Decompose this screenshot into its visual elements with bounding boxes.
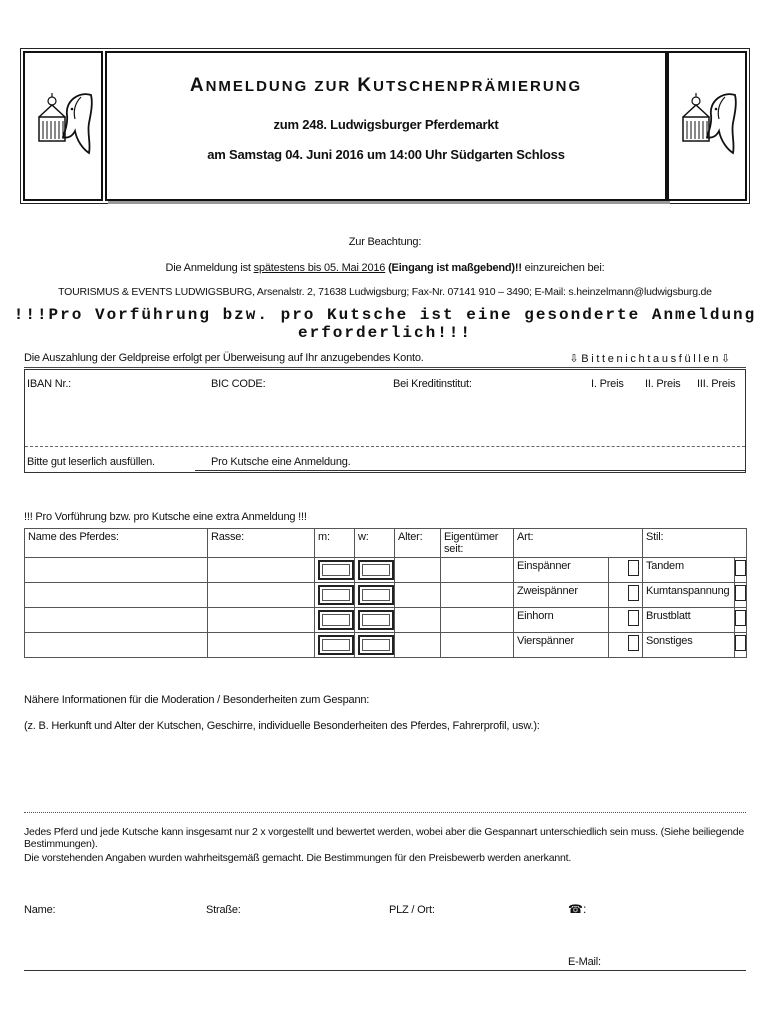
street-label: Straße: (206, 904, 241, 916)
horse-age-input[interactable] (395, 608, 441, 633)
horse-table-header (25, 529, 747, 558)
type-label: Einspänner (514, 558, 609, 583)
col-w: w: (355, 529, 395, 558)
telephone-icon: ☎ (568, 902, 583, 916)
horse-breed-input[interactable] (208, 558, 315, 583)
horse-breed-input[interactable] (208, 608, 315, 633)
institute-label: Bei Kreditinstitut: (393, 378, 472, 390)
legible-note: Bitte gut leserlich ausfüllen. (27, 456, 155, 468)
title-initial-a: A (189, 75, 206, 96)
table-row (25, 608, 747, 633)
table-row (25, 633, 747, 658)
footer-rule (24, 970, 746, 971)
header-logo-left (23, 51, 103, 201)
prize-1-label: I. Preis (591, 378, 624, 390)
col-age: Alter: (395, 529, 441, 558)
col-breed: Rasse: (208, 529, 315, 558)
rule-acceptance: Die vorstehenden Angaben wurden wahrheitsgemäß gemacht. Die Bestimmungen für den Preisbewerb werden anerkannt. (24, 852, 572, 864)
name-label: Name: (24, 904, 56, 916)
type-label: Einhorn (514, 608, 609, 633)
horse-table (24, 528, 747, 658)
notice-address: TOURISMUS & EVENTS LUDWIGSBURG, Arsenalstr. 2, 71638 Ludwigsburg; Fax-Nr. 07141 910 – 3490; E-Mail: s.heinzelmann@ludwigsburg.de (58, 286, 712, 298)
type-checkbox[interactable] (628, 610, 639, 626)
rule-two-presentations: Jedes Pferd und jede Kutsche kann insgesamt nur 2 x vorgestellt und bewertet werden, wobei aber die Gespannart unterschiedlich sein muss. (Siehe beiliegende Bestimmungen). (24, 826, 744, 850)
type-label: Zweispänner (514, 583, 609, 608)
style-checkbox[interactable] (735, 610, 746, 626)
owner-since-input[interactable] (441, 583, 514, 608)
deadline-pre: Die Anmeldung ist (165, 262, 254, 274)
prize-2-label: II. Preis (645, 378, 681, 390)
contact-input-area[interactable] (24, 920, 746, 964)
horse-breed-input[interactable] (208, 633, 315, 658)
deadline-note: (Eingang ist maßgebend)!! (388, 262, 522, 274)
female-checkbox[interactable] (358, 635, 394, 655)
form-title (107, 75, 665, 97)
city-label: PLZ / Ort: (389, 904, 435, 916)
do-not-fill-note: ⇩ B i t t e n i c h t a u s f ü l l e n ⇩ (569, 353, 730, 365)
per-carriage-note: Pro Kutsche eine Anmeldung. (211, 456, 351, 468)
header-logo-right (667, 51, 747, 201)
style-label: Sonstiges (643, 633, 735, 658)
notice-heading: Zur Beachtung: (348, 236, 422, 248)
col-owner: Eigentümer seit: (441, 529, 514, 558)
bank-input-area[interactable] (25, 396, 585, 444)
deadline-post: einzureichen bei: (521, 262, 605, 274)
moderation-dotted-line (24, 812, 746, 813)
castle-horse-logo-icon (679, 87, 739, 157)
female-checkbox[interactable] (358, 610, 394, 630)
owner-since-input[interactable] (441, 558, 514, 583)
type-checkbox[interactable] (628, 585, 639, 601)
style-checkbox[interactable] (735, 635, 746, 651)
type-checkbox[interactable] (628, 560, 639, 576)
notice-deadline (0, 262, 770, 274)
phone-field (568, 902, 586, 916)
title-part-a: NMELDUNG ZUR (205, 78, 358, 95)
male-checkbox[interactable] (318, 610, 354, 630)
header-title-box (105, 51, 667, 201)
phone-label: : (582, 902, 587, 916)
iban-label: IBAN Nr.: (27, 378, 72, 390)
bank-bottom-rule (195, 470, 745, 471)
email-label: E-Mail: (568, 956, 601, 968)
col-m: m: (315, 529, 355, 558)
table-row (25, 583, 747, 608)
payout-underline (24, 367, 746, 368)
style-checkbox[interactable] (735, 560, 746, 576)
female-checkbox[interactable] (358, 560, 394, 580)
col-name: Name des Pferdes: (25, 529, 208, 558)
event-date: am Samstag 04. Juni 2016 um 14:00 Uhr Südgarten Schloss (207, 147, 565, 162)
title-part-b: UTSCHENPRÄMIERUNG (373, 78, 583, 95)
male-checkbox[interactable] (318, 585, 354, 605)
bic-label: BIC CODE: (211, 378, 266, 390)
title-initial-b: K (357, 75, 374, 96)
table-row (25, 558, 747, 583)
col-style: Stil: (643, 529, 747, 558)
castle-horse-logo-icon (35, 87, 95, 157)
moderation-heading: Nähere Informationen für die Moderation / Besonderheiten zum Gespann: (24, 694, 370, 706)
type-checkbox[interactable] (628, 635, 639, 651)
horse-name-input[interactable] (25, 608, 208, 633)
separate-registration-warning: !!!Pro Vorführung bzw. pro Kutsche ist eine gesonderte Anmeldung erforderlich!!! (13, 306, 757, 342)
type-label: Vierspänner (514, 633, 609, 658)
header-frame (20, 48, 750, 204)
horse-age-input[interactable] (395, 633, 441, 658)
owner-since-input[interactable] (441, 633, 514, 658)
payout-intro: Die Auszahlung der Geldpreise erfolgt per Überweisung auf Ihr anzugebendes Konto. (24, 352, 424, 364)
moderation-input-area[interactable] (24, 740, 746, 810)
horse-age-input[interactable] (395, 558, 441, 583)
horse-name-input[interactable] (25, 583, 208, 608)
male-checkbox[interactable] (318, 635, 354, 655)
horses-intro: !!! Pro Vorführung bzw. pro Kutsche eine extra Anmeldung !!! (24, 511, 307, 523)
horse-name-input[interactable] (25, 633, 208, 658)
style-checkbox[interactable] (735, 585, 746, 601)
prize-3-label: III. Preis (697, 378, 736, 390)
owner-since-input[interactable] (441, 608, 514, 633)
style-label: Tandem (643, 558, 735, 583)
moderation-hint: (z. B. Herkunft und Alter der Kutschen, Geschirre, individuelle Besonderheiten des Pferdes, Fahrerprofil, usw.): (24, 720, 540, 732)
bank-divider (25, 446, 745, 447)
col-type: Art: (514, 529, 643, 558)
event-name: zum 248. Ludwigsburger Pferdemarkt (273, 117, 499, 132)
horse-name-input[interactable] (25, 558, 208, 583)
style-label: Brustblatt (643, 608, 735, 633)
male-checkbox[interactable] (318, 560, 354, 580)
horse-breed-input[interactable] (208, 583, 315, 608)
horse-age-input[interactable] (395, 583, 441, 608)
deadline-date: spätestens bis 05. Mai 2016 (253, 262, 386, 274)
style-label: Kumtanspannung (643, 583, 735, 608)
female-checkbox[interactable] (358, 585, 394, 605)
bank-details-box (24, 369, 746, 473)
